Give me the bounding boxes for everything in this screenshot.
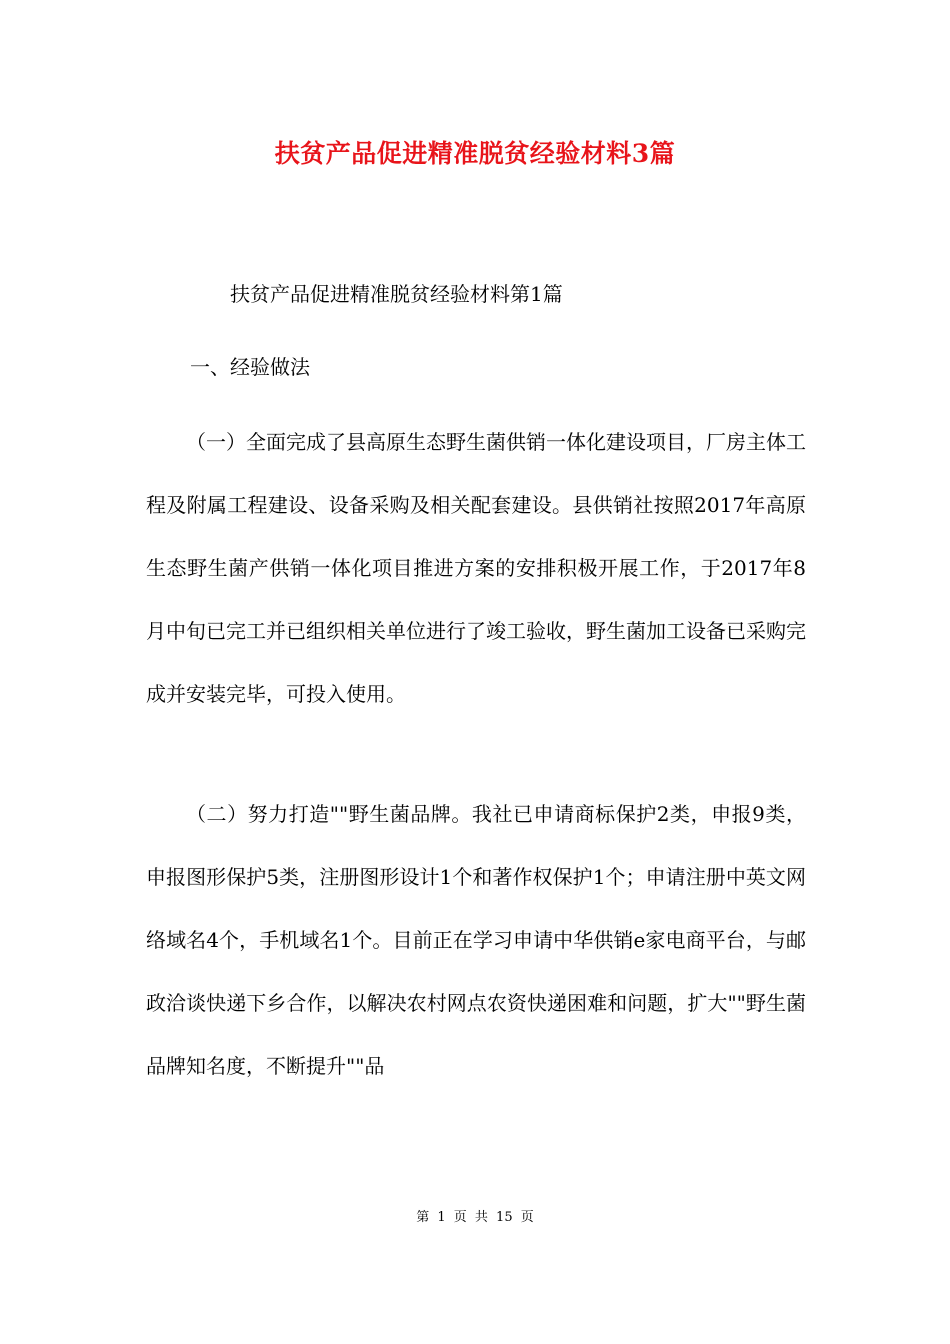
paragraph-2: （二）努力打造""野生菌品牌。我社已申请商标保护2类，申报9类，申报图形保护5类，注册图形设计1个和著作权保护1个；申请注册中英文网络域名4个，手机域名1个。目前正在学习申请中华供销e家电商平台，与邮政洽谈快递下乡合作，以解决农村网点农资快递困难和问题，扩大""野生菌品牌知名度，不断提升""品: [146, 802, 806, 1078]
paragraph-1: （一）全面完成了县高原生态野生菌供销一体化建设项目，厂房主体工程及附属工程建设、设备采购及相关配套建设。县供销社按照2017年高原生态野生菌产供销一体化项目推进方案的安排积极开展工作，于2017年8月中旬已完工并已组织相关单位进行了竣工验收，野生菌加工设备已采购完成并安装完毕，可投入使用。: [146, 430, 806, 706]
document-title: 扶贫产品促进精准脱贫经验材料3篇: [274, 139, 676, 168]
article-subtitle: 扶贫产品促进精准脱贫经验材料第1篇: [230, 282, 563, 306]
page-number-footer: 第 1 页 共 15 页: [416, 1210, 534, 1225]
section-heading: 一、经验做法: [190, 355, 310, 379]
